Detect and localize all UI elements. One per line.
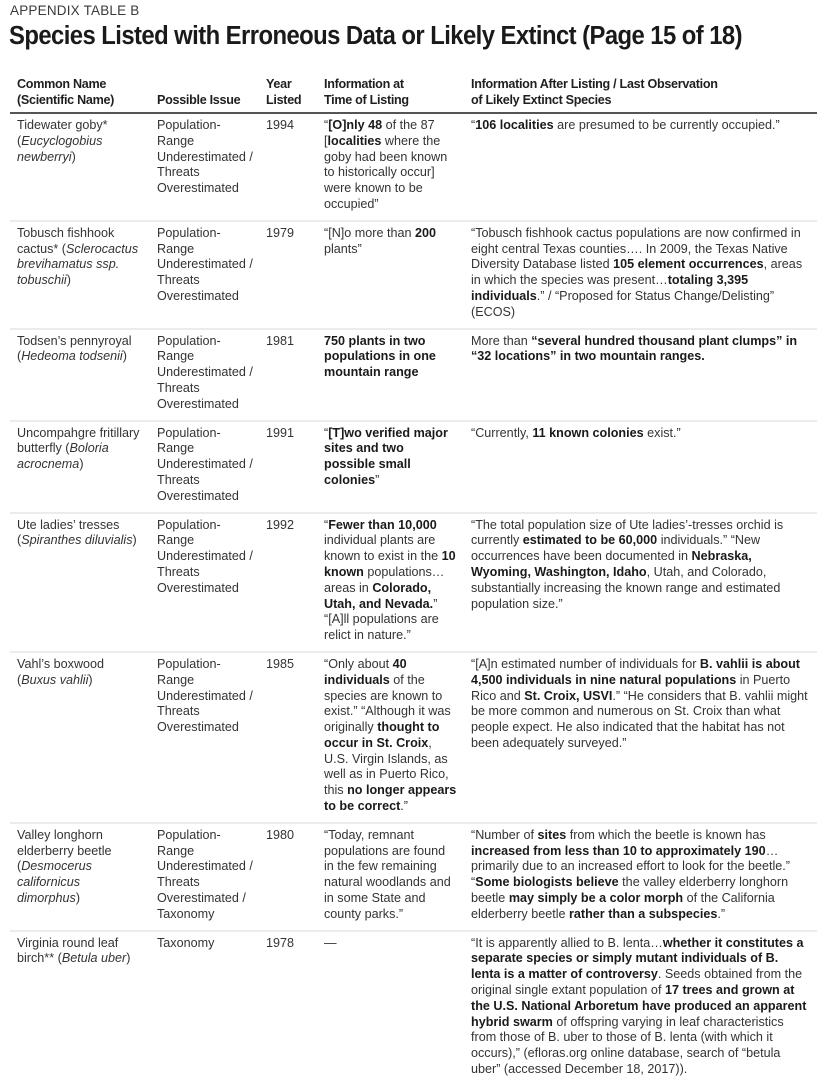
cell-info-at-listing — [317, 513, 464, 652]
col-header-year-listed — [259, 76, 317, 113]
cell-common-name: Tobusch fishhook cactus* (Sclerocactus brevihamatus ssp. tobuschii) — [10, 221, 150, 329]
text-run: “ — [324, 118, 329, 132]
bold-text: totaling 3,395 individuals — [471, 273, 749, 303]
bold-text: rather than a subspecies — [569, 906, 718, 921]
scientific-name: Buxus vahlii — [21, 672, 89, 687]
common-name: Tobusch fishhook cactus* — [17, 225, 115, 256]
bold-text: localities — [327, 133, 382, 148]
cell-possible-issue: Population-Range Underestimated / Threats Overestimated — [150, 652, 259, 823]
col-header-info-after-listing — [464, 76, 817, 113]
text-run: “ — [324, 517, 329, 532]
text-run: plants” — [324, 241, 362, 256]
table-row — [10, 931, 817, 1085]
cell-info-after-listing — [464, 113, 817, 221]
cell-info-at-listing — [317, 931, 464, 1085]
cell-year-listed: 1978 — [266, 935, 295, 950]
cell-info-after-listing — [464, 221, 817, 329]
bold-text: 200 — [415, 225, 437, 240]
cell-year-listed: 1981 — [259, 329, 317, 421]
cell-info-after-listing — [464, 823, 817, 931]
common-name: Vahl’s boxwood — [17, 656, 105, 671]
scientific-name: Betula uber — [61, 951, 127, 966]
text-run: .” — [400, 799, 408, 814]
scientific-name: Desmocerus californicus dimorphus — [17, 859, 92, 906]
bold-text: Fewer than 10,000 — [328, 517, 437, 532]
cell-info-at-listing — [317, 652, 464, 823]
cell-year-listed: 1992 — [259, 513, 317, 652]
cell-year-listed: 1985 — [259, 652, 317, 823]
common-name: Uncompahgre fritillary butterfly — [17, 425, 140, 456]
col-header-year-line2: Listed — [266, 93, 302, 107]
cell-common-name: Vahl’s boxwood (Buxus vahlii) — [10, 652, 150, 823]
common-name: Tidewater goby* — [17, 118, 108, 132]
bold-text: [T]wo verified major sites and two possible small colonies — [324, 425, 448, 487]
text-run: .” “He considers that B. vahlii might be more common and numerous on St. Croix than what people expect. He also indicated that the habitat has not been adequately surveyed.” — [471, 688, 808, 750]
text-run: are presumed to be currently occupied.” — [553, 118, 780, 132]
cell-info-at-listing — [317, 329, 464, 421]
cell-info-after-listing — [464, 931, 817, 1085]
text-run: populations…areas in — [324, 564, 445, 595]
bold-text: whether it constitutes a separate species or simply mutant individuals of B. lenta is a matter of controversy — [471, 935, 804, 982]
text-run: individuals.” “New occurrences have been documented in — [471, 533, 761, 564]
page-title: Species Listed with Erroneous Data or Likely Extinct (Page 15 of 18) — [9, 22, 742, 50]
cell-year-listed: 1980 — [259, 823, 317, 931]
text-run: .” — [717, 906, 726, 921]
text-run: of the California elderberry beetle — [471, 891, 775, 921]
cell-possible-issue: Population-Range Underestimated / Threats Overestimated — [150, 329, 259, 421]
bold-text: increased from less than 10 to approximately 190 — [471, 843, 766, 858]
scientific-name: Sclerocactus brevihamatus ssp. tobuschii — [17, 241, 139, 288]
text-run: ” “[A]ll populations are relict in nature.” — [324, 596, 439, 643]
text-run: … primarily due to an increased effort to look for the beetle.” “ — [471, 843, 790, 890]
common-name: Virginia round leaf birch** — [17, 935, 119, 966]
text-run: . Seeds obtained from the original single extant population of — [471, 967, 803, 998]
col-header-info-at-listing — [317, 76, 464, 113]
bold-text: 40 individuals — [324, 656, 407, 687]
col-header-info-at-listing-line1: Information at — [324, 77, 404, 91]
text-run: “Number of — [471, 827, 538, 842]
text-run: — — [324, 935, 337, 950]
bold-text: sites — [537, 827, 567, 842]
text-run: , U.S. Virgin Islands, as well as in Puerto Rico, this — [324, 735, 449, 798]
text-run: of offspring varying in leaf characteristics from those of B. uber to those of B. lenta (with which it occurs),” (efloras.org online database, search of “betula uber” (accessed December 18, 2017)). — [471, 1014, 784, 1077]
cell-info-at-listing — [317, 823, 464, 931]
text-run: “Currently, — [471, 425, 533, 440]
col-header-year-line1: Year — [266, 77, 292, 91]
text-run: “The total population size of Ute ladies’-tresses orchid is currently — [471, 517, 784, 548]
text-run: “It is apparently allied to B. lenta… — [471, 935, 663, 950]
bold-text: 106 localities — [475, 118, 554, 132]
table-row — [10, 513, 817, 652]
col-header-common-name — [10, 76, 150, 113]
scientific-name: Eucyclogobius newberryi — [17, 133, 103, 164]
species-table — [10, 76, 817, 1085]
text-run: exist.” — [643, 425, 681, 440]
col-header-info-after-line2: of Likely Extinct Species — [471, 93, 612, 107]
common-name: Ute ladies’ tresses — [17, 517, 120, 532]
text-run: of the species are known to exist.” “Although it was originally — [324, 672, 451, 735]
text-run: of the 87 [ — [324, 118, 435, 148]
cell-year-listed: 1979 — [259, 221, 317, 329]
cell-common-name: Ute ladies’ tresses (Spiranthes diluvialis) — [10, 513, 150, 652]
scientific-name: Spiranthes diluvialis — [21, 533, 133, 548]
common-name: Todsen’s pennyroyal — [17, 333, 132, 348]
appendix-label: APPENDIX TABLE B — [10, 3, 140, 18]
col-header-info-after-line1: Information After Listing / Last Observation — [471, 77, 718, 91]
bold-text: 10 known — [324, 549, 456, 579]
cell-info-at-listing — [317, 421, 464, 513]
col-header-possible-issue: Possible Issue — [150, 76, 259, 113]
bold-text: St. Croix, USVI — [524, 688, 613, 703]
text-run: where the goby had been known to historically occur] were known to be occupied” — [324, 133, 448, 211]
bold-text: 750 plants in two populations in one mountain range — [324, 333, 436, 380]
bold-text: estimated to be 60,000 — [522, 533, 658, 548]
cell-info-after-listing — [464, 652, 817, 823]
bold-text: B. vahlii is about 4,500 individuals in nine natural populations — [471, 656, 800, 687]
bold-text: no longer appears to be correct — [324, 783, 457, 814]
cell-common-name: Tidewater goby* (Eucyclogobius newberryi) — [10, 113, 150, 221]
cell-possible-issue: Taxonomy — [157, 935, 215, 950]
cell-info-after-listing — [464, 513, 817, 652]
text-run: .” / “Proposed for Status Change/Delisting” (ECOS) — [471, 288, 775, 319]
text-run: More than — [471, 333, 532, 348]
text-run: “ — [471, 118, 476, 132]
text-run: in Puerto Rico and — [471, 672, 791, 703]
bold-text: Colorado, Utah, and Nevada. — [324, 580, 434, 611]
bold-text: 11 known colonies — [532, 425, 644, 440]
cell-possible-issue: Population-Range Underestimated / Threats Overestimated — [150, 221, 259, 329]
col-header-info-at-listing-line2: Time of Listing — [324, 93, 409, 107]
cell-info-at-listing — [317, 113, 464, 221]
col-header-common-name-line2: (Scientific Name) — [17, 93, 115, 107]
text-run: “[A]n estimated number of individuals for — [471, 656, 700, 671]
cell-common-name: Uncompahgre fritillary butterfly (Boloria acrocnema) — [10, 421, 150, 513]
cell-possible-issue: Population-Range Underestimated / Threats Overestimated — [150, 513, 259, 652]
bold-text: 17 trees and grown at the U.S. National Arboretum have produced an apparent hybrid swarm — [471, 983, 807, 1029]
cell-info-after-listing — [464, 329, 817, 421]
col-header-common-name-line1: Common Name — [17, 77, 107, 91]
cell-info-after-listing — [464, 421, 817, 513]
table-row — [10, 329, 817, 421]
text-run: , Utah, and Colorado, substantially increasing the known range and estimated population size.” — [471, 564, 781, 611]
cell-common-name: Valley longhorn elderberry beetle (Desmocerus californicus dimorphus) — [10, 823, 150, 931]
text-run: from which the beetle is known has — [566, 827, 766, 842]
table-row — [10, 823, 817, 931]
cell-year-listed: 1991 — [259, 421, 317, 513]
bold-text: Some biologists believe — [475, 875, 619, 890]
scientific-name: Boloria acrocnema — [17, 441, 109, 472]
text-run: “Today, remnant populations are found in the few remaining natural woodlands and in some State and county parks.” — [324, 827, 451, 921]
cell-possible-issue: Population-Range Underestimated / Threats Overestimated — [150, 421, 259, 513]
text-run: ” — [375, 472, 380, 487]
bold-text: thought to occur in St. Croix — [324, 720, 440, 750]
text-run: individual plants are known to exist in the — [324, 533, 442, 564]
bold-text: “several hundred thousand plant clumps” in “32 locations” in two mountain ranges. — [471, 333, 798, 364]
table-row — [10, 421, 817, 513]
common-name: Valley longhorn elderberry beetle — [17, 827, 112, 858]
bold-text: may simply be a color morph — [508, 891, 684, 906]
table-row — [10, 221, 817, 329]
text-run: “Only about — [324, 656, 393, 671]
table-header-row — [10, 76, 817, 113]
text-run: “Tobusch fishhook cactus populations are now confirmed in eight central Texas counties…. In 2009, the Texas Native Diversity Database listed — [471, 225, 801, 272]
bold-text: Nebraska, Wyoming, Washington, Idaho — [471, 549, 752, 579]
text-run: the valley elderberry longhorn beetle — [471, 875, 789, 906]
table-row — [10, 652, 817, 823]
bold-text: [O]nly 48 — [328, 118, 383, 132]
cell-info-at-listing — [317, 221, 464, 329]
table-row — [10, 113, 817, 221]
scientific-name: Hedeoma todsenii — [21, 349, 123, 364]
cell-common-name: Todsen’s pennyroyal (Hedeoma todsenii) — [10, 329, 150, 421]
cell-possible-issue: Population-Range Underestimated / Threats Overestimated / Taxonomy — [150, 823, 259, 931]
cell-year-listed: 1994 — [259, 113, 317, 221]
text-run: “[N]o more than — [324, 225, 415, 240]
text-run: “ — [324, 425, 329, 440]
bold-text: 105 element occurrences — [613, 257, 764, 272]
text-run: , areas in which the species was present… — [471, 257, 803, 288]
cell-common-name: Virginia round leaf birch** (Betula uber) — [17, 935, 131, 966]
cell-possible-issue: Population-Range Underestimated / Threats Overestimated — [150, 113, 259, 221]
